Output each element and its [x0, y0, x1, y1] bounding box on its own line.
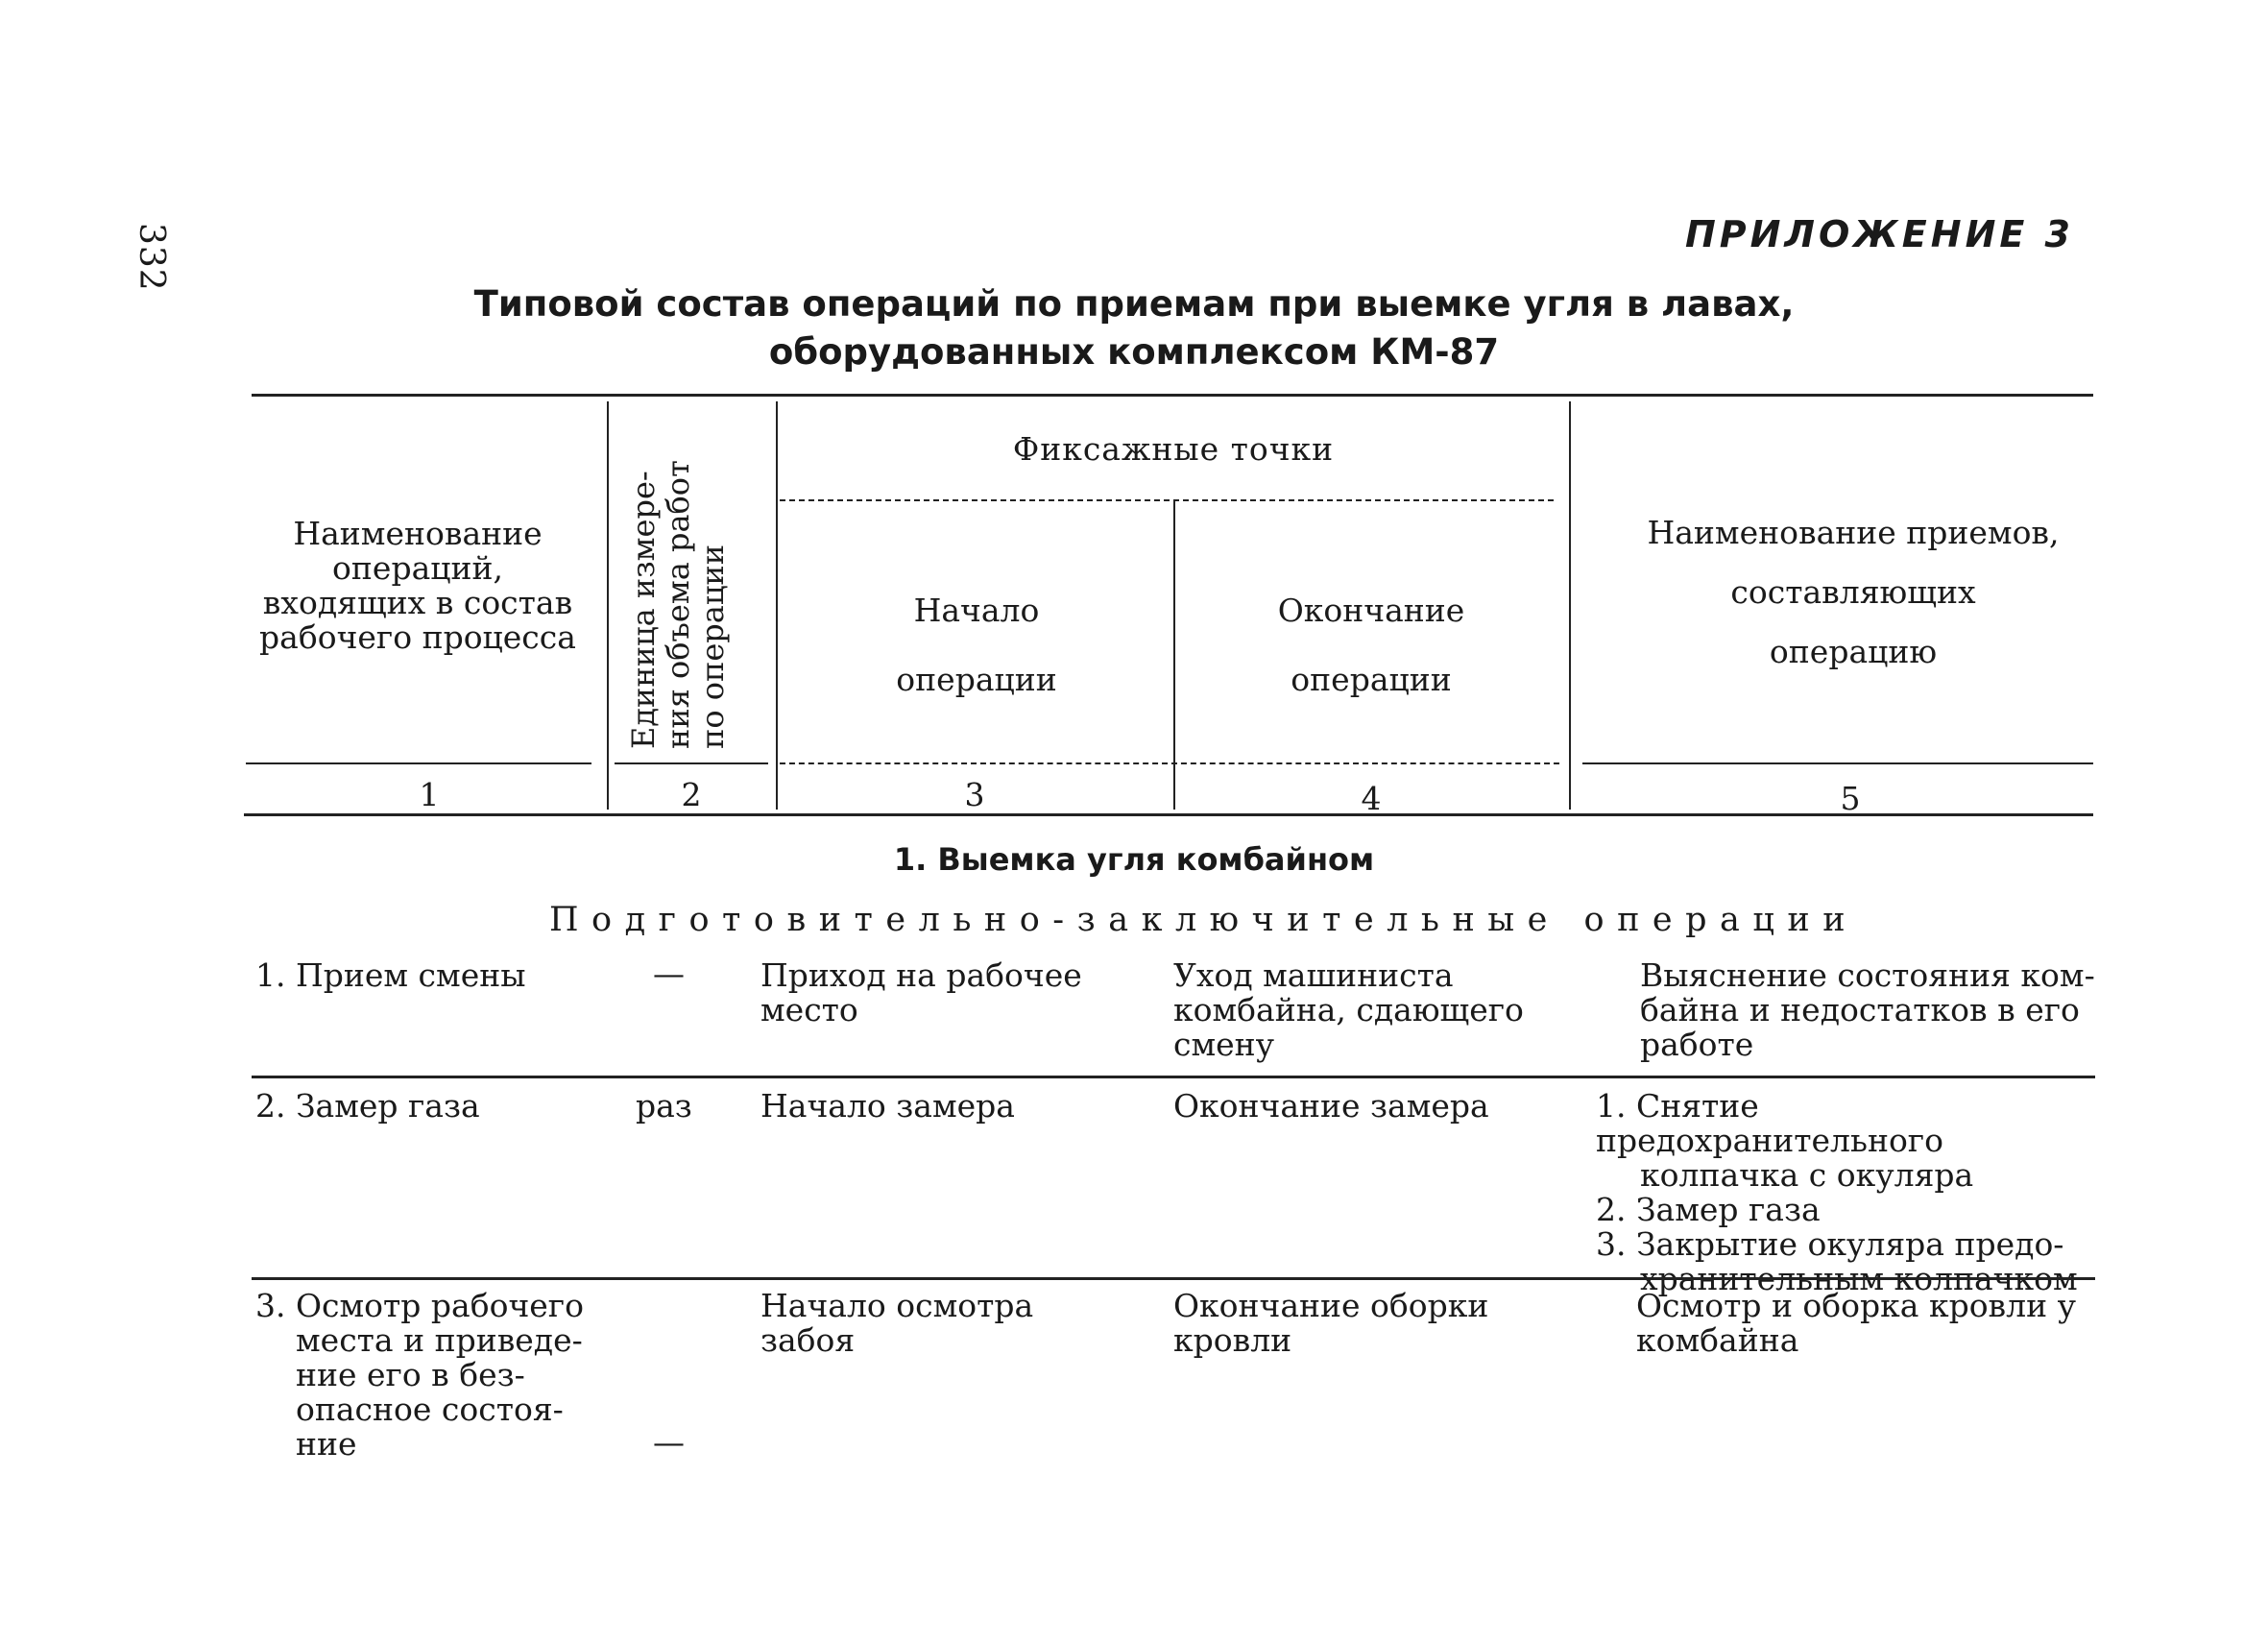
section-title: 1. Выемка угля комбайном: [893, 841, 1375, 878]
col3-header: Начало операции: [896, 592, 1057, 698]
row3-end: Окончание оборки кровли: [1173, 1287, 1489, 1359]
title-line-1: Типовой состав операций по приемам при выемке угля в лавах,: [473, 283, 1795, 325]
row1-bottom-rule: [252, 1076, 2095, 1078]
row1-unit: —: [653, 955, 685, 992]
header-bottom-rule-1: [246, 762, 591, 764]
col-number-2: 2: [681, 776, 702, 813]
row1-start: Приход на рабочее место: [760, 956, 1082, 1028]
col-number-1: 1: [419, 776, 440, 813]
fix-points-header: Фиксажные точки: [1012, 430, 1335, 468]
col-divider-1-2: [607, 401, 609, 810]
row1-end: Уход машиниста комбайна, сдающего смену: [1173, 956, 1524, 1063]
header-bottom-rule-3-4: [780, 762, 1559, 764]
row2-bottom-rule: [252, 1277, 2095, 1280]
row1-steps: Выяснение состояния ком- байна и недостатков в его работе: [1640, 956, 2095, 1063]
header-bottom-rule-5: [1582, 762, 2093, 764]
row2-operation: 2. Замер газа: [255, 1087, 480, 1125]
row3-operation: 3. Осмотр рабочего места и приведе- ние его в без- опасное состоя- ние: [255, 1287, 584, 1463]
col5-header: Наименование приемов, составляющих операцию: [1647, 514, 2060, 670]
row3-start: Начало осмотра забоя: [760, 1287, 1034, 1359]
col4-header: Окончание операции: [1277, 592, 1465, 698]
row2-end: Окончание замера: [1173, 1087, 1489, 1125]
row2-start: Начало замера: [760, 1087, 1015, 1125]
row2-steps: 1. Снятие предохранительного колпачка с окуляра 2. Замер газа 3. Закрытие окуляра предо- хранительным колпачком: [1596, 1087, 2078, 1297]
fix-points-underline: [780, 499, 1554, 501]
col-divider-2-3: [776, 401, 778, 810]
appendix-label: ПРИЛОЖЕНИЕ 3: [1684, 213, 2074, 255]
subsection-title: Подготовительно-заключительные операции: [549, 901, 1859, 939]
col2-header: Единица измере- ния объема работ по операции: [625, 460, 731, 749]
row3-steps: Осмотр и оборка кровли у комбайна: [1636, 1287, 2077, 1359]
col-divider-4-5: [1569, 401, 1571, 810]
page-number: 332: [132, 223, 171, 292]
col-number-4: 4: [1361, 780, 1382, 817]
row2-unit: раз: [636, 1087, 692, 1125]
title-line-2: оборудованных комплексом КМ-87: [768, 331, 1500, 373]
col-number-3: 3: [964, 776, 985, 813]
row1-operation: 1. Прием смены: [255, 956, 526, 994]
row3-unit: —: [653, 1423, 685, 1461]
table-top-rule: [252, 394, 2093, 397]
col-number-5: 5: [1840, 780, 1861, 817]
col1-header: Наименование операций, входящих в состав рабочего процесса: [259, 515, 576, 656]
page-title: [0, 280, 2268, 376]
header-bottom-rule-2: [615, 762, 768, 764]
